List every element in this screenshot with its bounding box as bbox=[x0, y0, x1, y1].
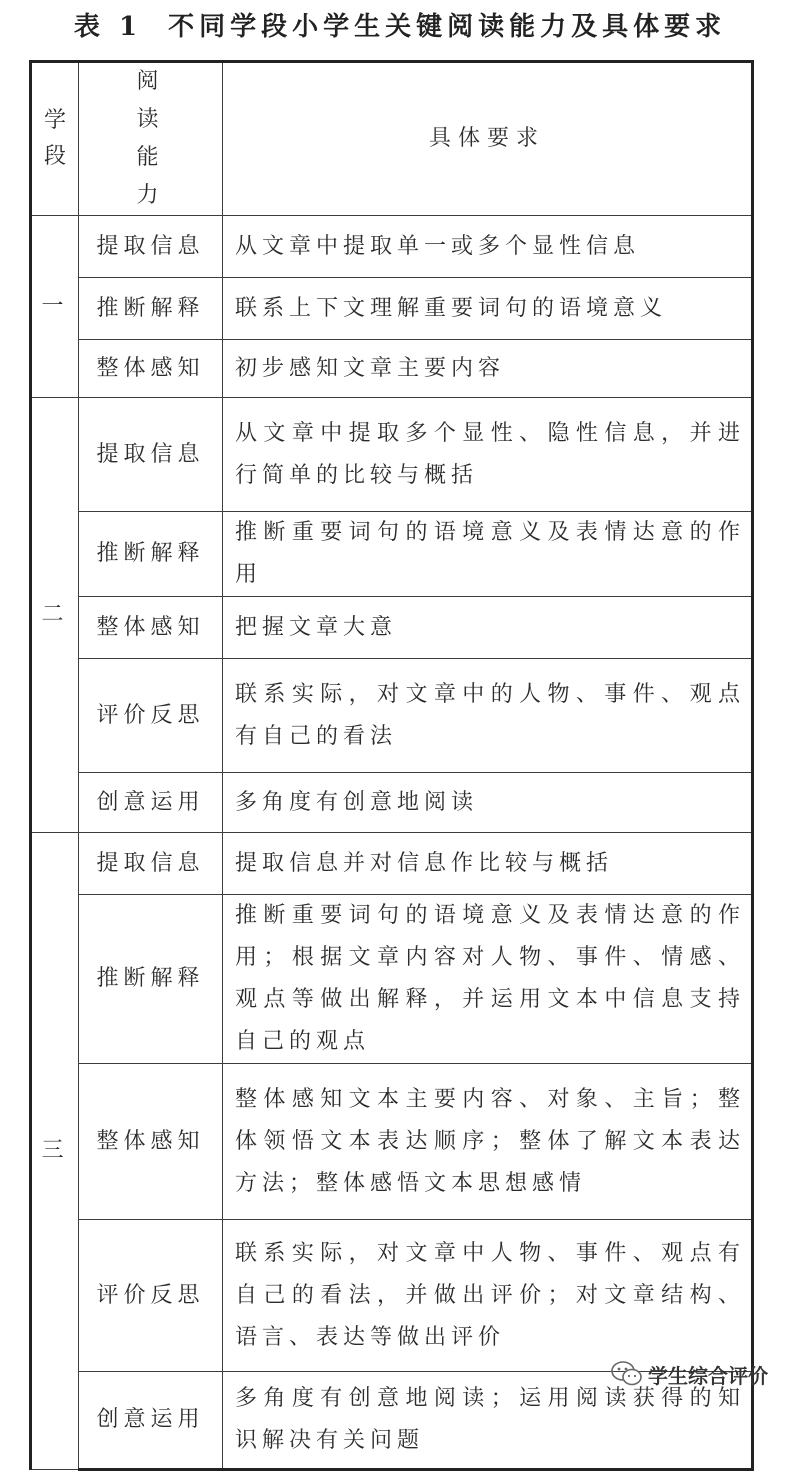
watermark-text: 学生综合评价 bbox=[648, 1363, 768, 1388]
table-number: 表 1 bbox=[73, 12, 143, 42]
ability-cell: 评价反思 bbox=[79, 659, 223, 773]
ability-cell: 创意运用 bbox=[79, 773, 223, 833]
ability-cell: 整体感知 bbox=[79, 597, 223, 659]
header-ability-text: 阅读能力 bbox=[136, 69, 165, 208]
stage-cell: 一 bbox=[31, 216, 79, 398]
reading-ability-table bbox=[29, 60, 754, 1471]
wechat-icon bbox=[610, 1359, 644, 1389]
ability-cell: 提取信息 bbox=[79, 398, 223, 512]
table-row bbox=[31, 773, 753, 833]
table-row bbox=[31, 1064, 753, 1220]
table-row bbox=[31, 216, 753, 278]
ability-cell: 提取信息 bbox=[79, 216, 223, 278]
table-title bbox=[0, 6, 800, 46]
ability-cell: 推断解释 bbox=[79, 278, 223, 340]
ability-cell: 提取信息 bbox=[79, 833, 223, 895]
ability-cell: 评价反思 bbox=[79, 1220, 223, 1372]
requirement-cell: 从文章中提取单一或多个显性信息 bbox=[223, 216, 753, 278]
ability-cell: 推断解释 bbox=[79, 512, 223, 597]
watermark bbox=[610, 1357, 768, 1391]
header-stage-text: 学段 bbox=[43, 108, 66, 169]
ability-cell: 整体感知 bbox=[79, 340, 223, 398]
stage-cell: 三 bbox=[31, 833, 79, 1470]
table-row bbox=[31, 278, 753, 340]
table-row bbox=[31, 340, 753, 398]
ability-cell: 创意运用 bbox=[79, 1372, 223, 1470]
table-row bbox=[31, 398, 753, 512]
header-stage bbox=[31, 62, 79, 216]
requirement-cell: 推断重要词句的语境意义及表情达意的作用 bbox=[223, 512, 753, 597]
requirement-cell: 联系上下文理解重要词句的语境意义 bbox=[223, 278, 753, 340]
requirement-cell: 联系实际，对文章中的人物、事件、观点有自己的看法 bbox=[223, 659, 753, 773]
table-row bbox=[31, 895, 753, 1064]
requirement-cell: 提取信息并对信息作比较与概括 bbox=[223, 833, 753, 895]
table-row bbox=[31, 512, 753, 597]
requirement-cell: 多角度有创意地阅读 bbox=[223, 773, 753, 833]
requirement-cell: 把握文章大意 bbox=[223, 597, 753, 659]
header-requirement: 具体要求 bbox=[223, 62, 753, 216]
table-caption: 不同学段小学生关键阅读能力及具体要求 bbox=[168, 12, 727, 42]
header-row bbox=[31, 62, 753, 216]
table-row bbox=[31, 1220, 753, 1372]
table-row bbox=[31, 659, 753, 773]
requirement-cell: 初步感知文章主要内容 bbox=[223, 340, 753, 398]
requirement-cell: 推断重要词句的语境意义及表情达意的作用；根据文章内容对人物、事件、情感、观点等做出解释，并运用文本中信息支持自己的观点 bbox=[223, 895, 753, 1064]
table-row bbox=[31, 833, 753, 895]
ability-cell: 整体感知 bbox=[79, 1064, 223, 1220]
header-ability bbox=[79, 62, 223, 216]
requirement-cell: 从文章中提取多个显性、隐性信息，并进行简单的比较与概括 bbox=[223, 398, 753, 512]
requirement-cell: 联系实际，对文章中人物、事件、观点有自己的看法，并做出评价；对文章结构、语言、表达等做出评价 bbox=[223, 1220, 753, 1372]
requirement-cell: 整体感知文本主要内容、对象、主旨；整体领悟文本表达顺序；整体了解文本表达方法；整体感悟文本思想感情 bbox=[223, 1064, 753, 1220]
ability-cell: 推断解释 bbox=[79, 895, 223, 1064]
table-row bbox=[31, 597, 753, 659]
stage-cell: 二 bbox=[31, 398, 79, 833]
requirement-cell: 多角度有创意地阅读；运用阅读获得的知识解决有关问题 bbox=[223, 1372, 753, 1470]
